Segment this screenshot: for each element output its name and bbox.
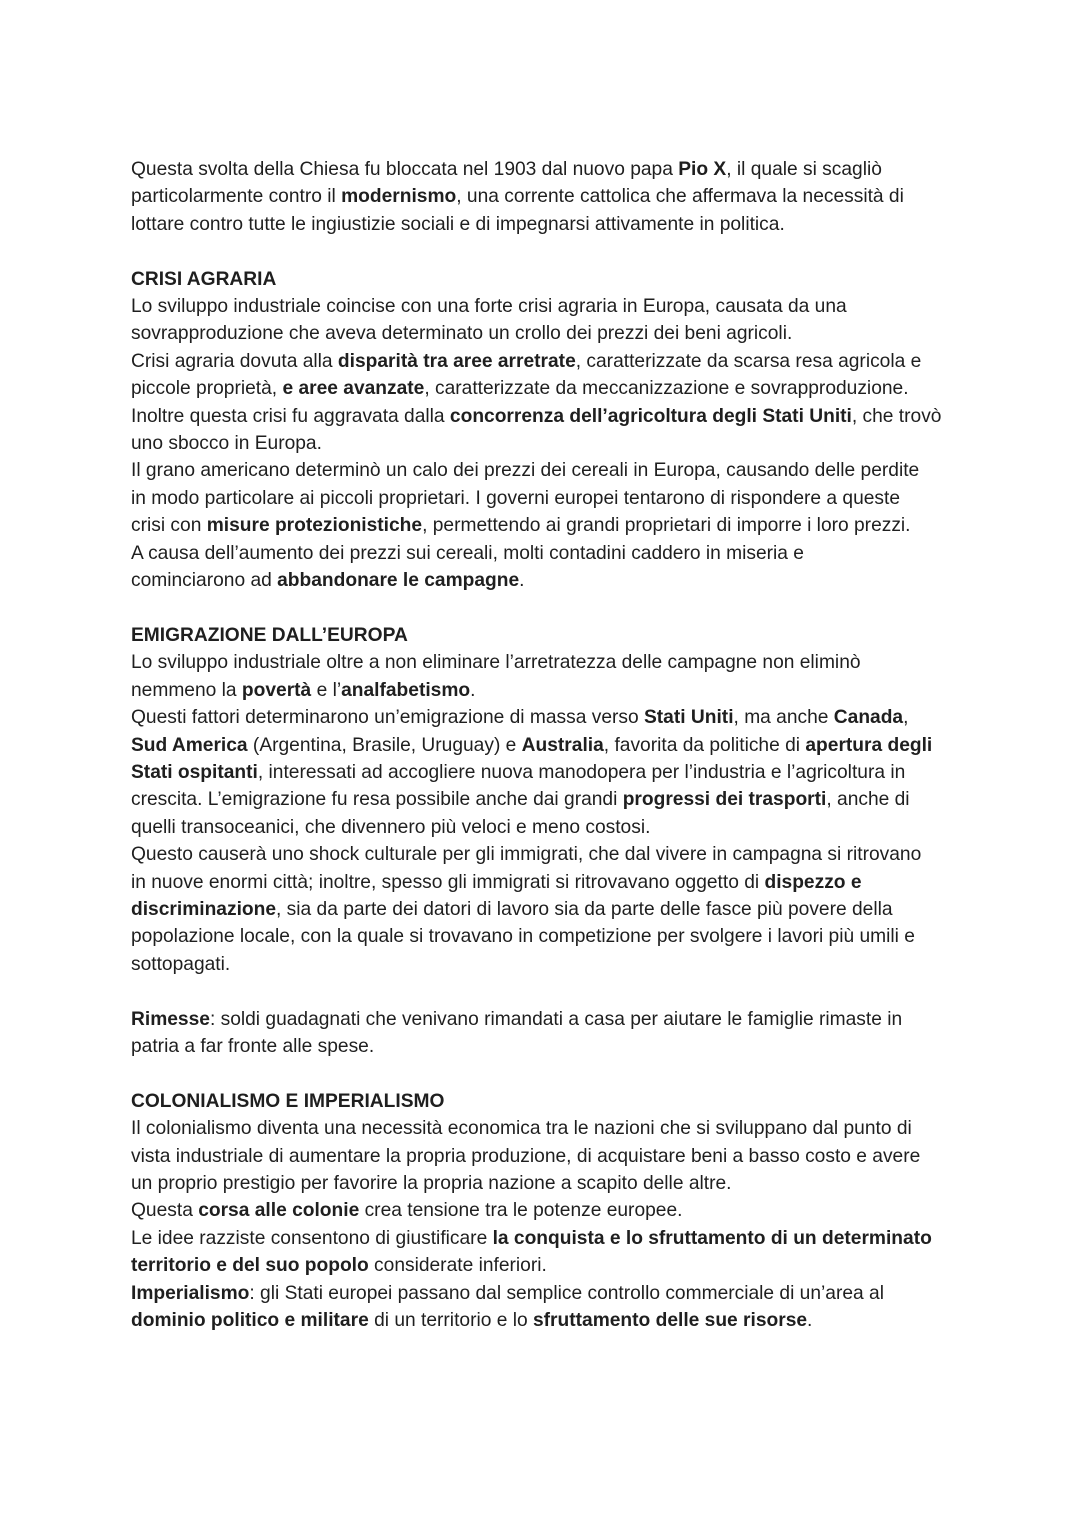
text-line [131, 704, 961, 731]
text-line [131, 430, 961, 457]
bold-term: povertà [241, 679, 312, 701]
text-run: piccole proprietà, [131, 378, 283, 400]
text-line [131, 457, 961, 484]
bold-term: Canada [833, 707, 904, 729]
section-intro [131, 156, 961, 238]
text-run: uno sbocco in Europa. [131, 433, 322, 455]
text-run: patria a far fronte alle spese. [131, 1035, 375, 1057]
bold-term: sfruttamento delle sue risorse [533, 1310, 808, 1331]
bold-term: Pio X [678, 159, 727, 180]
section-emigrazione [131, 622, 961, 978]
bold-term: concorrenza dell’agricoltura degli Stati Uniti [449, 405, 852, 427]
text-run: Crisi agraria dovuta alla [131, 350, 338, 372]
text-run: , che trovò [851, 405, 942, 427]
text-line [131, 677, 961, 704]
bold-term: Sud America [131, 734, 248, 756]
text-run: Questo causerà uno shock culturale per gli immigrati, che dal vivere in campagna si ritrovano [131, 844, 922, 866]
bold-term: Australia [521, 734, 604, 756]
text-line [131, 786, 961, 813]
text-run: Il grano americano determinò un calo dei prezzi dei cereali in Europa, causando delle perdite [131, 460, 920, 482]
text-run: Questi fattori determinarono un’emigrazione di massa verso [131, 707, 644, 729]
text-run: nemmeno la [131, 679, 242, 701]
text-line [131, 1280, 961, 1307]
text-line [131, 732, 961, 759]
text-run: in nuove enormi città; inoltre, spesso gli immigrati si ritrovavano oggetto di [131, 871, 765, 893]
text-line [131, 156, 961, 183]
text-run: sovrapproduzione che aveva determinato un crollo dei prezzi dei beni agricoli. [131, 323, 793, 345]
text-line [131, 1033, 961, 1060]
text-run: lottare contro tutte le ingiustizie sociali e di impegnarsi attivamente in politica. [131, 213, 785, 235]
bold-term: Rimesse [131, 1008, 210, 1030]
text-line [131, 567, 961, 594]
text-line [131, 403, 961, 430]
text-run: Lo sviluppo industriale coincise con una forte crisi agraria in Europa, causata da una [131, 296, 847, 318]
section-rimesse [131, 1006, 961, 1061]
section-heading: COLONIALISMO E IMPERIALISMO [131, 1090, 445, 1112]
text-line [131, 512, 961, 539]
section-heading: CRISI AGRARIA [131, 268, 277, 290]
text-line [131, 348, 961, 375]
text-line [131, 1307, 961, 1334]
bold-term: disparità tra aree arretrate [337, 350, 576, 372]
bold-term: progressi dei trasporti [622, 789, 827, 811]
text-run: . [519, 570, 525, 592]
bold-term: territorio e del suo popolo [131, 1255, 369, 1277]
text-run: . [807, 1310, 813, 1331]
bold-term: abbandonare le campagne [277, 570, 520, 592]
text-run: crea tensione tra le potenze europee. [359, 1200, 683, 1222]
text-line [131, 211, 961, 238]
text-run: e l’ [311, 679, 342, 701]
text-run: Questa [131, 1200, 199, 1222]
text-line [131, 649, 961, 676]
text-run: cominciarono ad [131, 570, 278, 592]
text-run: crisi con [131, 515, 207, 537]
section-heading: EMIGRAZIONE DALL’EUROPA [131, 624, 408, 646]
text-line [131, 814, 961, 841]
text-run: sottopagati. [131, 953, 231, 975]
bold-term: discriminazione [131, 898, 277, 920]
bold-term: e aree avanzate [282, 378, 425, 400]
text-run: Lo sviluppo industriale oltre a non eliminare l’arretratezza delle campagne non eliminò [131, 652, 861, 674]
text-run: considerate inferiori. [368, 1255, 547, 1277]
bold-term: misure protezionistiche [206, 515, 423, 537]
text-run: , caratterizzate da meccanizzazione e sovrapproduzione. [424, 378, 909, 400]
text-line [131, 1115, 961, 1142]
text-run: (Argentina, Brasile, Uruguay) e [247, 734, 522, 756]
text-line [131, 896, 961, 923]
bold-term: apertura degli [805, 734, 933, 756]
text-run: , una corrente cattolica che affermava la necessità di [456, 186, 904, 208]
text-run: un proprio prestigio per favorire la propria nazione a scapito delle altre. [131, 1172, 732, 1194]
section-crisi-agraria [131, 266, 961, 595]
text-line [131, 485, 961, 512]
bold-term: modernismo [341, 186, 457, 208]
text-run: : soldi guadagnati che venivano rimandati a casa per aiutare le famiglie rimaste in [209, 1008, 903, 1030]
text-line [131, 1225, 961, 1252]
text-line [131, 320, 961, 347]
text-run: . [470, 679, 476, 701]
text-line [131, 923, 961, 950]
text-run: , anche di [826, 789, 910, 811]
text-run: Le idee razziste consentono di giustificare [131, 1227, 493, 1249]
text-run: : gli Stati europei passano dal semplice controllo commerciale di un’area al [249, 1282, 884, 1304]
text-run: crescita. L’emigrazione fu resa possibile anche dai grandi [131, 789, 623, 811]
text-line [131, 1143, 961, 1170]
bold-term: Imperialismo [131, 1282, 250, 1304]
text-run: in modo particolare ai piccoli proprietari. I governi europei tentarono di rispondere a queste [131, 487, 901, 509]
text-run: , favorita da politiche di [603, 734, 806, 756]
bold-term: la conquista e lo sfruttamento di un determinato [492, 1227, 932, 1249]
text-line [131, 841, 961, 868]
text-line [131, 1006, 961, 1033]
text-line [131, 1197, 961, 1224]
text-line [131, 293, 961, 320]
text-run: , interessati ad accogliere nuova manodopera per l’industria e l’agricoltura in [257, 761, 906, 783]
text-run: di un territorio e lo [368, 1310, 533, 1331]
text-run: , permettendo ai grandi proprietari di imporre i loro prezzi. [422, 515, 911, 537]
text-run: quelli transoceanici, che divennero più veloci e meno costosi. [131, 816, 651, 838]
text-line [131, 540, 961, 567]
text-run: , [903, 707, 909, 729]
text-run: , ma anche [733, 707, 834, 729]
text-run: particolarmente contro il [131, 186, 342, 208]
bold-term: dispezzo e [764, 871, 862, 893]
text-run: , sia da parte dei datori di lavoro sia da parte delle fasce più povere della [276, 898, 893, 920]
bold-term: Stati ospitanti [131, 761, 258, 783]
text-run: , caratterizzate da scarsa resa agricola e [575, 350, 922, 372]
bold-term: Stati Uniti [643, 707, 734, 729]
section-colonialismo [131, 1088, 961, 1335]
text-line [131, 183, 961, 210]
text-run: , il quale si scagliò [726, 159, 882, 180]
bold-term: analfabetismo [341, 679, 471, 701]
text-run: popolazione locale, con la quale si trovavano in competizione per svolgere i lavori più umili e [131, 926, 915, 948]
text-line [131, 951, 961, 978]
text-run: A causa dell’aumento dei prezzi sui cereali, molti contadini caddero in miseria e [131, 542, 804, 564]
text-line [131, 375, 961, 402]
bold-term: corsa alle colonie [198, 1200, 360, 1222]
text-line [131, 759, 961, 786]
text-run: Questa svolta della Chiesa fu bloccata nel 1903 dal nuovo papa [131, 159, 679, 180]
text-run: Inoltre questa crisi fu aggravata dalla [131, 405, 450, 427]
text-line [131, 869, 961, 896]
text-line [131, 1170, 961, 1197]
text-run: vista industriale di aumentare la propria produzione, di acquistare beni a basso costo e avere [131, 1145, 921, 1167]
text-line [131, 1252, 961, 1279]
text-run: Il colonialismo diventa una necessità economica tra le nazioni che si sviluppano dal punto di [131, 1118, 912, 1140]
document-page [131, 156, 961, 1362]
bold-term: dominio politico e militare [131, 1310, 369, 1331]
